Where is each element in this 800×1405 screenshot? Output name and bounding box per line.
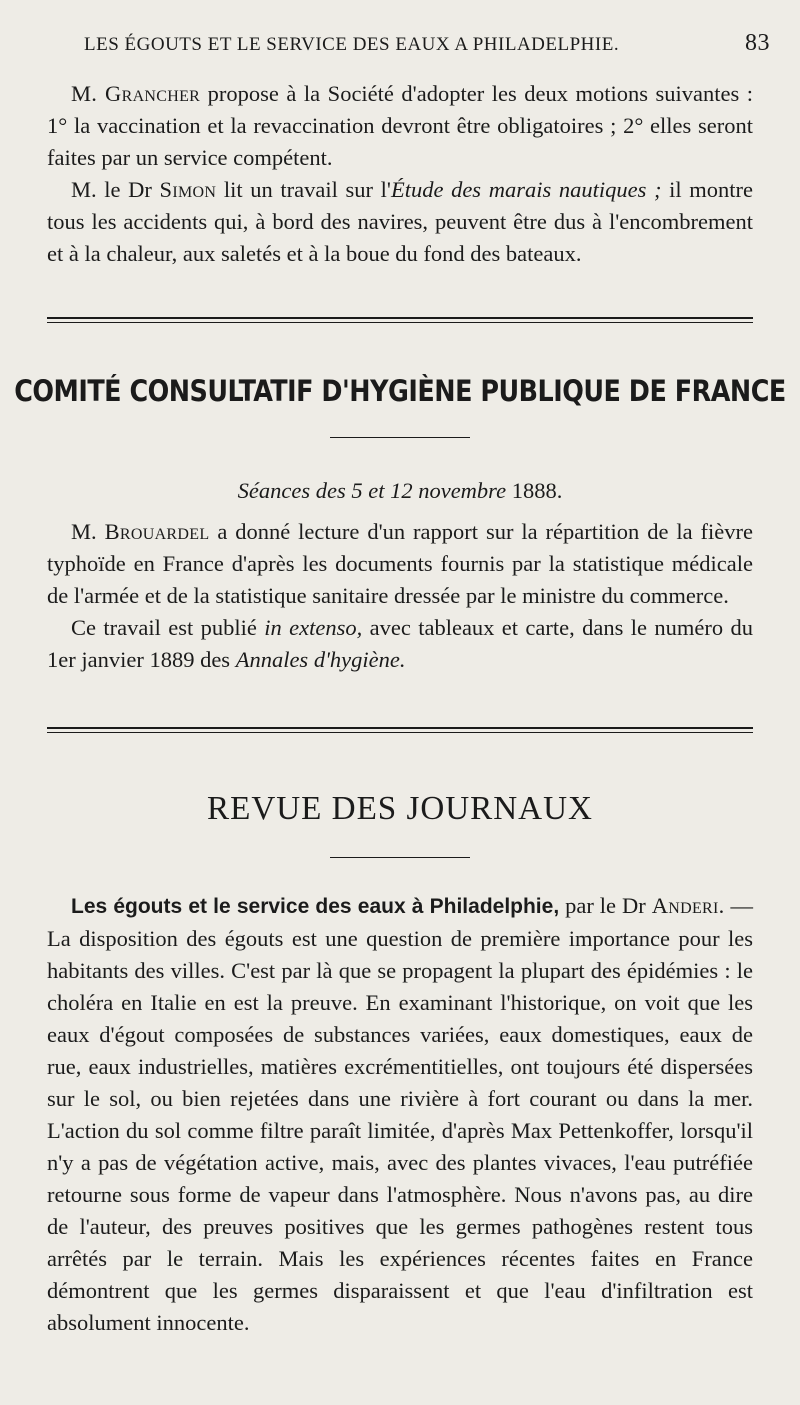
italic-phrase: in extenso, [264,615,363,640]
speaker-name: Brouardel [104,519,210,544]
top-section [47,78,753,270]
sessions-line [0,478,800,504]
sessions-dates: Séances des 5 et 12 novembre [237,478,507,503]
article-title: Les égouts et le service des eaux à Philadelphie, [71,895,560,918]
section-heading-revue: REVUE DES JOURNAUX [207,790,593,827]
paragraph-text: a donné lecture d'un rapport sur la répartition de la fièvre typhoïde en France d'après les documents fournis par la statistique médicale de l'armée et de la statistique sanitaire dressée par le ministre du commerce. [47,519,754,608]
paragraph-grancher [47,78,753,174]
section-divider [47,727,753,733]
heading-underline [330,857,470,858]
article-body: — La disposition des égouts est une question de première importance pour les habitants des villes. C'est par là que se propagent la plupart des épidémies : le choléra en Italie en est la preuve. En examinant l'historique, on voit que les eaux d'égout composées de substances variées, eaux domestiques, eaux de rue, eaux industrielles, matières excrémentitielles, ont toujours été dispersées sur le sol, ou bien rejetées dans une rivière à fort courant ou dans la mer. L'action du sol comme filtre paraît limitée, d'après Max Pettenkoffer, lorsqu'il n'y a pas de végétation active, mais, avec des plantes vivaces, l'eau putréfiée retourne sous forme de vapeur dans l'atmosphère. Nous n'avons pas, au dire de l'auteur, des preuves positives que les germes pathogènes restent tous arrêtés par le terrain. Mais les expériences récentes faites en France démontrent que les germes disparaissent et que l'eau d'infiltration est absolument innocente. [47,893,754,1335]
paragraph-text: il montre tous les accidents qui, à bord des navires, peuvent être dus à l'encombrement et à la chaleur, aux saletés et à la boue du fond des bateaux. [47,177,753,266]
section-heading-comite: COMITÉ CONSULTATIF D'HYGIÈNE PUBLIQUE DE FRANCE [14,374,786,408]
sessions-year: 1888. [506,478,563,503]
heading-underline [330,437,470,438]
speaker-name: Simon [159,177,217,202]
paragraph-text: M. [71,519,105,544]
italic-title: Étude des marais nautiques ; [390,177,662,202]
comite-section [47,516,753,676]
section-divider [47,317,753,323]
paragraph-text: propose à la Société d'adopter les deux motions suivantes : 1° la vaccination et la revaccination devront être obligatoires ; 2° elles seront faites par un service compétent. [47,81,753,170]
running-title: LES ÉGOUTS ET LE SERVICE DES EAUX A PHILADELPHIE. [84,34,620,55]
paragraph-text: lit un travail sur l' [216,177,391,202]
paragraph-text: M. le Dr [71,177,160,202]
page-number: 83 [745,30,770,56]
running-header [84,30,770,68]
paragraph-brouardel [47,516,753,612]
author-name: Anderi. [651,893,725,918]
revue-section [47,890,753,1339]
speaker-name: M. Grancher [71,81,201,106]
paragraph-text: Ce travail est publié [71,615,265,640]
paragraph-text: par le Dr [559,893,652,918]
paragraph-simon [47,174,753,270]
article-paragraph [47,890,753,1339]
paragraph-text: avec tableaux et carte, dans le numéro du 1er janvier 1889 des [47,615,754,672]
paragraph-publication [47,612,753,676]
italic-journal: Annales d'hygiène. [235,647,406,672]
